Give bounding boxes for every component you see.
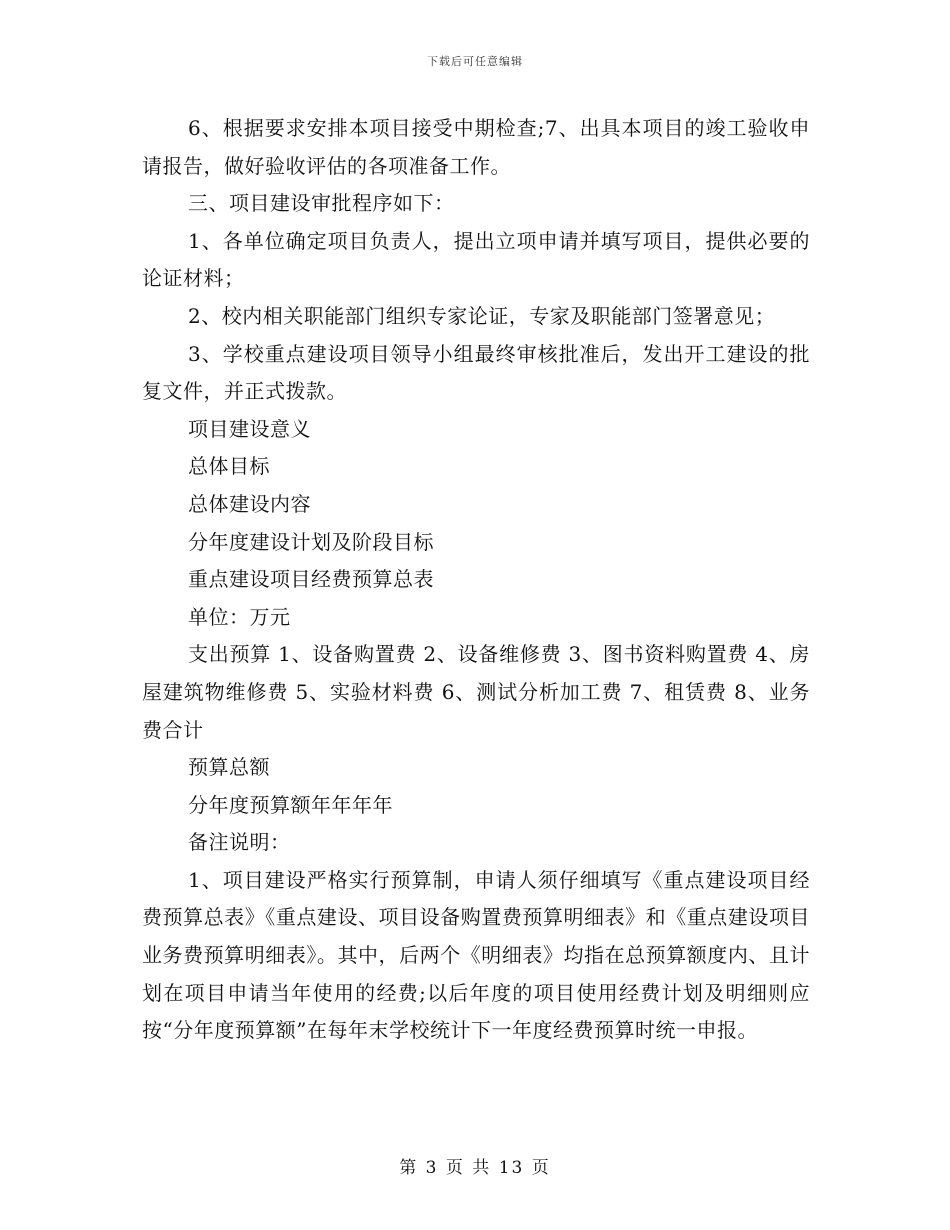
item-title: 总体建设内容 — [188, 491, 311, 516]
item-title: 分年度建设计划及阶段目标 — [188, 529, 434, 554]
table-title: 重点建设项目经费预算总表 — [188, 567, 434, 592]
paragraph: 1、项目建设严格实行预算制，申请人须仔细填写《重点建设项目经费预算总表》《重点建设、项目设备购置费预算明细表》和《重点建设项目业务费预算明细表》。其中，后两个《明细表》均指在总预算额度内、且计划在项目申请当年使用的经费;以后年度的项目使用经费计划及明细则应按“分年度预算额”在每年末学校统计下一年度经费预算时统一申报。 — [142, 867, 810, 1043]
item-title: 项目建设意义 — [188, 416, 311, 441]
paragraph: 1、各单位确定项目负责人，提出立项申请并填写项目，提供必要的论证材料； — [142, 228, 810, 291]
page-header: 下载后可任意编辑 — [427, 55, 523, 68]
paragraph: 3、学校重点建设项目领导小组最终审核批准后，发出开工建设的批复文件，并正式拨款。 — [142, 341, 810, 404]
page-number: 第 3 页 共 13 页 — [399, 1158, 551, 1178]
item-title: 预算总额 — [188, 755, 270, 780]
unit-label: 单位：万元 — [188, 604, 291, 629]
item-title: 总体目标 — [188, 454, 270, 479]
paragraph: 2、校内相关职能部门组织专家论证，专家及职能部门签署意见； — [188, 303, 776, 328]
document-body — [142, 110, 810, 1050]
section-heading: 三、项目建设审批程序如下： — [188, 191, 455, 216]
paragraph: 6、根据要求安排本项目接受中期检查;7、出具本项目的竣工验收申请报告，做好验收评估的各项准备工作。 — [142, 116, 810, 178]
item-title: 分年度预算额年年年年 — [188, 792, 393, 817]
paragraph: 支出预算 1、设备购置费 2、设备维修费 3、图书资料购置费 4、房屋建筑物维修费 5、实验材料费 6、测试分析加工费 7、租赁费 8、业务费合计 — [142, 642, 810, 742]
notes-heading: 备注说明： — [188, 830, 291, 855]
